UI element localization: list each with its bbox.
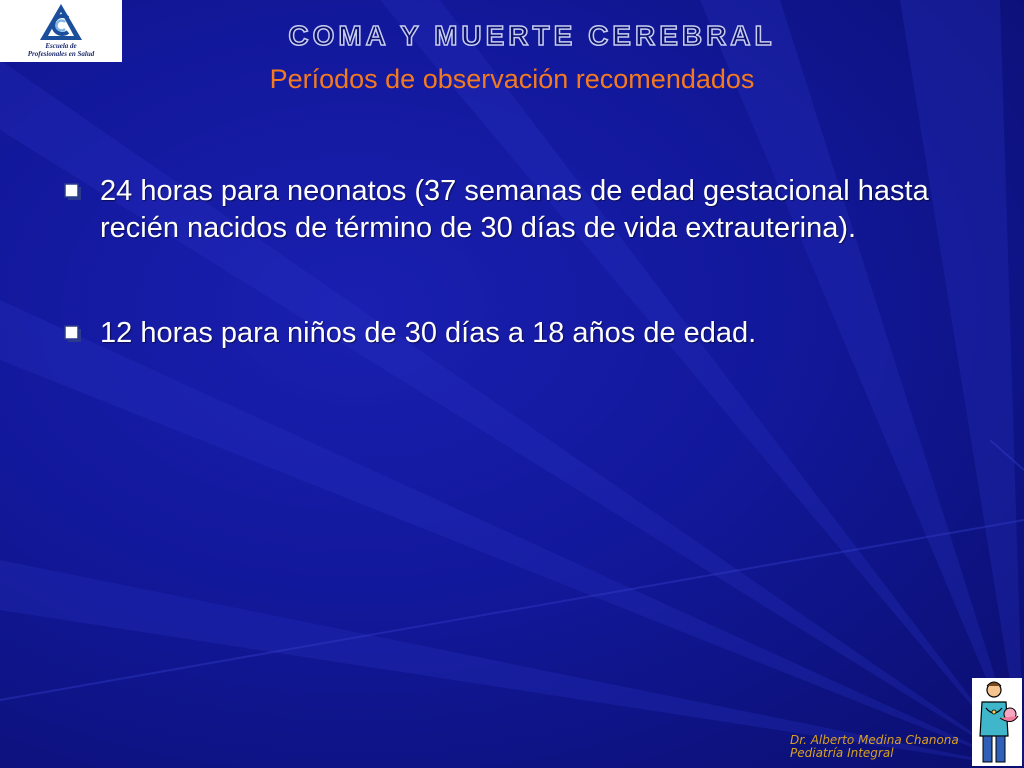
- doctor-with-baby-icon: [972, 678, 1022, 766]
- author-credit: [790, 734, 959, 760]
- logo-text-line2: Profesionales en Salud: [27, 50, 95, 58]
- author-name: Dr. Alberto Medina Chanona: [790, 733, 959, 747]
- checkbox-bullet-icon: [64, 325, 82, 343]
- bullet-text: 24 horas para neonatos (37 semanas de edad gestacional hasta recién nacidos de término de 30 días de vida extrauterina).: [100, 175, 929, 244]
- bullet-text: 12 horas para niños de 30 días a 18 años de edad.: [100, 317, 757, 349]
- bullet-list: [62, 173, 962, 352]
- bullet-item: [62, 173, 962, 247]
- doctor-clipart: [972, 678, 1022, 766]
- bullet-item: [62, 315, 962, 352]
- slide-subtitle: Períodos de observación recomendados: [269, 64, 755, 94]
- slide-title: COMA Y MUERTE CEREBRAL: [288, 20, 776, 51]
- logo-text-line1: Escuela de: [45, 42, 77, 50]
- author-affiliation: Pediatría Integral: [790, 746, 894, 760]
- checkbox-bullet-icon: [64, 183, 82, 201]
